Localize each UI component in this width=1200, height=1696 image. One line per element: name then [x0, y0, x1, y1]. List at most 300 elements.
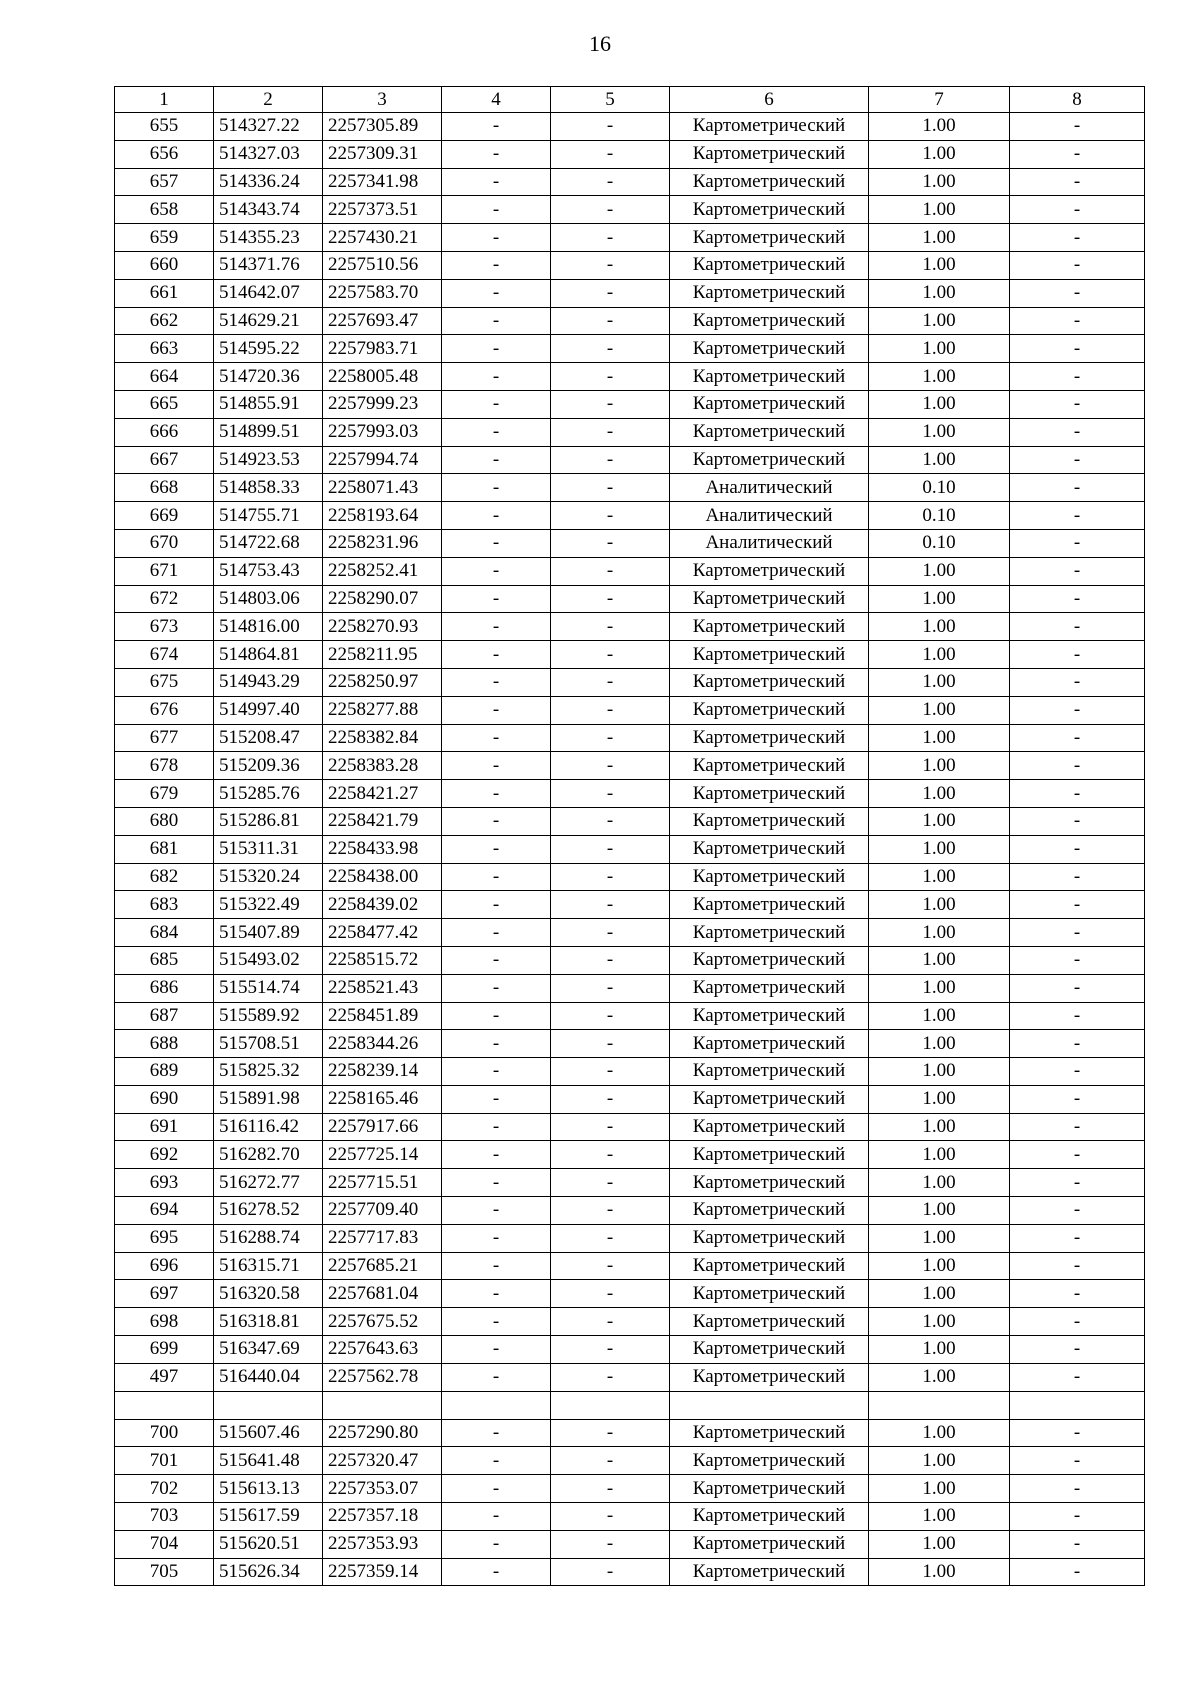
x-coordinate-cell: 515285.76 [214, 780, 323, 808]
table-row [115, 1030, 1145, 1058]
y-coordinate-cell: 2257709.40 [323, 1197, 442, 1225]
column-8-cell: - [1010, 613, 1145, 641]
point-number-cell: 687 [115, 1002, 214, 1030]
y-coordinate-cell: 2258439.02 [323, 891, 442, 919]
y-coordinate-cell: 2258277.88 [323, 696, 442, 724]
point-number-cell: 685 [115, 946, 214, 974]
table-row [115, 113, 1145, 141]
table-row [115, 1224, 1145, 1252]
column-8-cell: - [1010, 974, 1145, 1002]
column-5-cell: - [551, 613, 670, 641]
accuracy-cell: 1.00 [869, 1224, 1010, 1252]
accuracy-cell: 1.00 [869, 1002, 1010, 1030]
method-cell: Картометрический [670, 1503, 869, 1531]
x-coordinate-cell: 515209.36 [214, 752, 323, 780]
accuracy-cell: 1.00 [869, 140, 1010, 168]
method-cell: Картометрический [670, 1085, 869, 1113]
accuracy-cell: 1.00 [869, 1308, 1010, 1336]
x-coordinate-cell: 514755.71 [214, 502, 323, 530]
y-coordinate-cell [323, 1391, 442, 1419]
column-4-cell: - [442, 1419, 551, 1447]
table-row [115, 1002, 1145, 1030]
column-5-cell: - [551, 1113, 670, 1141]
accuracy-cell: 1.00 [869, 1447, 1010, 1475]
method-cell: Картометрический [670, 307, 869, 335]
y-coordinate-cell: 2258252.41 [323, 557, 442, 585]
column-4-cell: - [442, 1085, 551, 1113]
point-number-cell: 671 [115, 557, 214, 585]
method-cell: Картометрический [670, 418, 869, 446]
x-coordinate-cell: 514629.21 [214, 307, 323, 335]
method-cell: Картометрический [670, 752, 869, 780]
y-coordinate-cell: 2258239.14 [323, 1058, 442, 1086]
table-body [115, 113, 1145, 1586]
accuracy-cell: 1.00 [869, 251, 1010, 279]
accuracy-cell: 1.00 [869, 1113, 1010, 1141]
x-coordinate-cell: 515589.92 [214, 1002, 323, 1030]
column-8-cell: - [1010, 279, 1145, 307]
x-coordinate-cell: 516282.70 [214, 1141, 323, 1169]
method-cell: Картометрический [670, 168, 869, 196]
column-4-cell: - [442, 1141, 551, 1169]
table-row [115, 224, 1145, 252]
column-4-cell: - [442, 1224, 551, 1252]
point-number-cell: 688 [115, 1030, 214, 1058]
column-4-cell: - [442, 1197, 551, 1225]
column-header-6: 6 [670, 87, 869, 113]
accuracy-cell: 1.00 [869, 363, 1010, 391]
y-coordinate-cell: 2257681.04 [323, 1280, 442, 1308]
x-coordinate-cell: 514855.91 [214, 390, 323, 418]
x-coordinate-cell: 515607.46 [214, 1419, 323, 1447]
accuracy-cell: 1.00 [869, 557, 1010, 585]
y-coordinate-cell: 2258071.43 [323, 474, 442, 502]
point-number-cell: 659 [115, 224, 214, 252]
accuracy-cell: 1.00 [869, 1030, 1010, 1058]
point-number-cell: 696 [115, 1252, 214, 1280]
accuracy-cell: 1.00 [869, 1252, 1010, 1280]
point-number-cell [115, 1391, 214, 1419]
point-number-cell: 667 [115, 446, 214, 474]
column-5-cell: - [551, 863, 670, 891]
column-8-cell: - [1010, 113, 1145, 141]
y-coordinate-cell: 2257993.03 [323, 418, 442, 446]
column-5-cell: - [551, 140, 670, 168]
column-4-cell: - [442, 140, 551, 168]
accuracy-cell: 1.00 [869, 1280, 1010, 1308]
y-coordinate-cell: 2257994.74 [323, 446, 442, 474]
column-4-cell: - [442, 1530, 551, 1558]
x-coordinate-cell: 514371.76 [214, 251, 323, 279]
y-coordinate-cell: 2257685.21 [323, 1252, 442, 1280]
column-8-cell: - [1010, 1280, 1145, 1308]
column-header-8: 8 [1010, 87, 1145, 113]
table-row [115, 696, 1145, 724]
column-8-cell: - [1010, 946, 1145, 974]
method-cell: Картометрический [670, 1419, 869, 1447]
y-coordinate-cell: 2258451.89 [323, 1002, 442, 1030]
point-number-cell: 683 [115, 891, 214, 919]
x-coordinate-cell: 514722.68 [214, 529, 323, 557]
column-5-cell: - [551, 1169, 670, 1197]
accuracy-cell: 1.00 [869, 696, 1010, 724]
method-cell: Картометрический [670, 363, 869, 391]
column-4-cell: - [442, 891, 551, 919]
y-coordinate-cell: 2257717.83 [323, 1224, 442, 1252]
accuracy-cell: 1.00 [869, 585, 1010, 613]
x-coordinate-cell: 515208.47 [214, 724, 323, 752]
column-8-cell: - [1010, 752, 1145, 780]
point-number-cell: 692 [115, 1141, 214, 1169]
accuracy-cell: 1.00 [869, 196, 1010, 224]
y-coordinate-cell: 2258165.46 [323, 1085, 442, 1113]
method-cell: Картометрический [670, 1113, 869, 1141]
y-coordinate-cell: 2258250.97 [323, 668, 442, 696]
x-coordinate-cell: 514816.00 [214, 613, 323, 641]
x-coordinate-cell: 514336.24 [214, 168, 323, 196]
y-coordinate-cell: 2258211.95 [323, 641, 442, 669]
column-8-cell: - [1010, 140, 1145, 168]
column-4-cell: - [442, 724, 551, 752]
y-coordinate-cell: 2257715.51 [323, 1169, 442, 1197]
column-4-cell: - [442, 1002, 551, 1030]
method-cell: Картометрический [670, 251, 869, 279]
accuracy-cell: 0.10 [869, 529, 1010, 557]
column-8-cell: - [1010, 1197, 1145, 1225]
column-4-cell: - [442, 390, 551, 418]
column-5-cell: - [551, 557, 670, 585]
y-coordinate-cell: 2257675.52 [323, 1308, 442, 1336]
y-coordinate-cell: 2257353.07 [323, 1475, 442, 1503]
y-coordinate-cell: 2258382.84 [323, 724, 442, 752]
point-number-cell: 669 [115, 502, 214, 530]
method-cell: Картометрический [670, 196, 869, 224]
column-5-cell: - [551, 1363, 670, 1391]
table-row [115, 1197, 1145, 1225]
x-coordinate-cell: 515708.51 [214, 1030, 323, 1058]
table-row [115, 168, 1145, 196]
table-row [115, 474, 1145, 502]
method-cell: Картометрический [670, 1530, 869, 1558]
point-number-cell: 673 [115, 613, 214, 641]
method-cell: Аналитический [670, 502, 869, 530]
accuracy-cell: 1.00 [869, 1363, 1010, 1391]
accuracy-cell: 1.00 [869, 835, 1010, 863]
x-coordinate-cell: 515617.59 [214, 1503, 323, 1531]
column-5-cell: - [551, 1030, 670, 1058]
point-number-cell: 668 [115, 474, 214, 502]
x-coordinate-cell: 516320.58 [214, 1280, 323, 1308]
column-5-cell: - [551, 113, 670, 141]
point-number-cell: 693 [115, 1169, 214, 1197]
column-5-cell: - [551, 418, 670, 446]
y-coordinate-cell: 2257430.21 [323, 224, 442, 252]
point-number-cell: 704 [115, 1530, 214, 1558]
y-coordinate-cell: 2257341.98 [323, 168, 442, 196]
table-row [115, 1530, 1145, 1558]
table-row [115, 446, 1145, 474]
accuracy-cell: 1.00 [869, 613, 1010, 641]
point-number-cell: 697 [115, 1280, 214, 1308]
x-coordinate-cell: 514343.74 [214, 196, 323, 224]
accuracy-cell: 1.00 [869, 335, 1010, 363]
column-5-cell: - [551, 1558, 670, 1586]
column-8-cell: - [1010, 1252, 1145, 1280]
x-coordinate-cell: 514923.53 [214, 446, 323, 474]
column-4-cell: - [442, 474, 551, 502]
x-coordinate-cell: 515311.31 [214, 835, 323, 863]
accuracy-cell: 1.00 [869, 668, 1010, 696]
point-number-cell: 670 [115, 529, 214, 557]
point-number-cell: 680 [115, 807, 214, 835]
column-8-cell: - [1010, 196, 1145, 224]
column-4-cell: - [442, 1363, 551, 1391]
accuracy-cell: 1.00 [869, 780, 1010, 808]
table-row [115, 502, 1145, 530]
column-4-cell: - [442, 1447, 551, 1475]
column-5-cell: - [551, 363, 670, 391]
method-cell: Картометрический [670, 1336, 869, 1364]
column-8-cell: - [1010, 668, 1145, 696]
column-8-cell: - [1010, 363, 1145, 391]
table-row [115, 1169, 1145, 1197]
column-5-cell: - [551, 946, 670, 974]
column-8-cell: - [1010, 1058, 1145, 1086]
column-5-cell: - [551, 1447, 670, 1475]
table-row [115, 196, 1145, 224]
method-cell: Картометрический [670, 1475, 869, 1503]
point-number-cell: 702 [115, 1475, 214, 1503]
method-cell: Картометрический [670, 1141, 869, 1169]
method-cell: Картометрический [670, 891, 869, 919]
accuracy-cell: 1.00 [869, 279, 1010, 307]
column-8-cell: - [1010, 1085, 1145, 1113]
column-5-cell: - [551, 529, 670, 557]
point-number-cell: 655 [115, 113, 214, 141]
column-4-cell: - [442, 196, 551, 224]
column-8-cell: - [1010, 529, 1145, 557]
accuracy-cell: 1.00 [869, 919, 1010, 947]
table-row [115, 1558, 1145, 1586]
column-4-cell: - [442, 1308, 551, 1336]
column-8-cell: - [1010, 641, 1145, 669]
column-4-cell: - [442, 585, 551, 613]
y-coordinate-cell: 2258515.72 [323, 946, 442, 974]
point-number-cell: 663 [115, 335, 214, 363]
method-cell: Картометрический [670, 1002, 869, 1030]
column-4-cell: - [442, 863, 551, 891]
accuracy-cell: 0.10 [869, 474, 1010, 502]
x-coordinate-cell: 514642.07 [214, 279, 323, 307]
column-5-cell: - [551, 196, 670, 224]
page-number: 16 [589, 31, 611, 56]
column-5-cell [551, 1391, 670, 1419]
x-coordinate-cell: 514864.81 [214, 641, 323, 669]
y-coordinate-cell: 2257357.18 [323, 1503, 442, 1531]
column-4-cell: - [442, 780, 551, 808]
accuracy-cell: 1.00 [869, 946, 1010, 974]
column-8-cell: - [1010, 251, 1145, 279]
x-coordinate-cell: 514327.22 [214, 113, 323, 141]
column-5-cell: - [551, 1280, 670, 1308]
column-8-cell: - [1010, 696, 1145, 724]
method-cell: Картометрический [670, 279, 869, 307]
accuracy-cell: 1.00 [869, 418, 1010, 446]
column-8-cell: - [1010, 390, 1145, 418]
y-coordinate-cell: 2258383.28 [323, 752, 442, 780]
table-row [115, 335, 1145, 363]
x-coordinate-cell: 514595.22 [214, 335, 323, 363]
point-number-cell: 684 [115, 919, 214, 947]
column-8-cell: - [1010, 1113, 1145, 1141]
column-8-cell [1010, 1391, 1145, 1419]
column-5-cell: - [551, 1336, 670, 1364]
y-coordinate-cell: 2257290.80 [323, 1419, 442, 1447]
column-5-cell: - [551, 891, 670, 919]
y-coordinate-cell: 2257583.70 [323, 279, 442, 307]
table-row [115, 1280, 1145, 1308]
table-row [115, 1308, 1145, 1336]
point-number-cell: 672 [115, 585, 214, 613]
table-row [115, 1058, 1145, 1086]
x-coordinate-cell: 515320.24 [214, 863, 323, 891]
x-coordinate-cell: 514355.23 [214, 224, 323, 252]
method-cell: Картометрический [670, 1252, 869, 1280]
column-4-cell: - [442, 251, 551, 279]
x-coordinate-cell: 516315.71 [214, 1252, 323, 1280]
column-4-cell: - [442, 1030, 551, 1058]
column-5-cell: - [551, 307, 670, 335]
column-4-cell: - [442, 557, 551, 585]
column-4-cell: - [442, 668, 551, 696]
column-8-cell: - [1010, 1169, 1145, 1197]
point-number-cell: 703 [115, 1503, 214, 1531]
column-header-3: 3 [323, 87, 442, 113]
column-5-cell: - [551, 1141, 670, 1169]
x-coordinate-cell: 514997.40 [214, 696, 323, 724]
column-5-cell: - [551, 224, 670, 252]
column-8-cell: - [1010, 780, 1145, 808]
column-8-cell: - [1010, 1002, 1145, 1030]
accuracy-cell: 1.00 [869, 1475, 1010, 1503]
column-5-cell: - [551, 446, 670, 474]
table-row [115, 1475, 1145, 1503]
x-coordinate-cell: 516288.74 [214, 1224, 323, 1252]
table-row [115, 641, 1145, 669]
column-5-cell: - [551, 474, 670, 502]
y-coordinate-cell: 2258231.96 [323, 529, 442, 557]
x-coordinate-cell: 515825.32 [214, 1058, 323, 1086]
column-4-cell: - [442, 1558, 551, 1586]
point-number-cell: 656 [115, 140, 214, 168]
column-5-cell: - [551, 251, 670, 279]
column-5-cell: - [551, 724, 670, 752]
x-coordinate-cell: 515514.74 [214, 974, 323, 1002]
column-4-cell: - [442, 946, 551, 974]
point-number-cell: 660 [115, 251, 214, 279]
method-cell: Картометрический [670, 835, 869, 863]
column-8-cell: - [1010, 919, 1145, 947]
column-5-cell: - [551, 1197, 670, 1225]
x-coordinate-cell: 516318.81 [214, 1308, 323, 1336]
method-cell: Картометрический [670, 946, 869, 974]
point-number-cell: 681 [115, 835, 214, 863]
point-number-cell: 694 [115, 1197, 214, 1225]
column-4-cell: - [442, 696, 551, 724]
column-5-cell: - [551, 641, 670, 669]
table-row [115, 780, 1145, 808]
column-5-cell: - [551, 752, 670, 780]
column-8-cell: - [1010, 1530, 1145, 1558]
column-5-cell: - [551, 390, 670, 418]
x-coordinate-cell: 515286.81 [214, 807, 323, 835]
table-header-row [115, 87, 1145, 113]
column-5-cell: - [551, 668, 670, 696]
accuracy-cell: 1.00 [869, 168, 1010, 196]
column-5-cell: - [551, 1224, 670, 1252]
column-8-cell: - [1010, 1030, 1145, 1058]
column-4-cell [442, 1391, 551, 1419]
column-4-cell: - [442, 1252, 551, 1280]
column-8-cell: - [1010, 807, 1145, 835]
y-coordinate-cell: 2257305.89 [323, 113, 442, 141]
accuracy-cell: 1.00 [869, 1558, 1010, 1586]
column-8-cell: - [1010, 1447, 1145, 1475]
method-cell: Картометрический [670, 335, 869, 363]
method-cell: Картометрический [670, 1280, 869, 1308]
accuracy-cell: 1.00 [869, 1530, 1010, 1558]
column-8-cell: - [1010, 446, 1145, 474]
point-number-cell: 674 [115, 641, 214, 669]
x-coordinate-cell: 514803.06 [214, 585, 323, 613]
table-row [115, 891, 1145, 919]
method-cell: Картометрический [670, 1308, 869, 1336]
accuracy-cell: 1.00 [869, 641, 1010, 669]
y-coordinate-cell: 2257353.93 [323, 1530, 442, 1558]
column-4-cell: - [442, 279, 551, 307]
y-coordinate-cell: 2257917.66 [323, 1113, 442, 1141]
table-row [115, 919, 1145, 947]
accuracy-cell: 1.00 [869, 724, 1010, 752]
accuracy-cell: 1.00 [869, 1336, 1010, 1364]
table-row [115, 363, 1145, 391]
column-5-cell: - [551, 1252, 670, 1280]
method-cell: Картометрический [670, 1363, 869, 1391]
column-5-cell: - [551, 585, 670, 613]
accuracy-cell: 1.00 [869, 863, 1010, 891]
table-row [115, 807, 1145, 835]
point-number-cell: 699 [115, 1336, 214, 1364]
y-coordinate-cell: 2257373.51 [323, 196, 442, 224]
y-coordinate-cell: 2258421.27 [323, 780, 442, 808]
column-8-cell: - [1010, 307, 1145, 335]
table-row [115, 140, 1145, 168]
column-4-cell: - [442, 363, 551, 391]
column-4-cell: - [442, 113, 551, 141]
point-number-cell: 686 [115, 974, 214, 1002]
method-cell: Картометрический [670, 724, 869, 752]
y-coordinate-cell: 2257359.14 [323, 1558, 442, 1586]
column-4-cell: - [442, 1113, 551, 1141]
accuracy-cell: 1.00 [869, 807, 1010, 835]
table-row [115, 1336, 1145, 1364]
y-coordinate-cell: 2257643.63 [323, 1336, 442, 1364]
x-coordinate-cell: 515626.34 [214, 1558, 323, 1586]
table-row [115, 279, 1145, 307]
method-cell: Картометрический [670, 668, 869, 696]
y-coordinate-cell: 2258270.93 [323, 613, 442, 641]
table-row [115, 668, 1145, 696]
